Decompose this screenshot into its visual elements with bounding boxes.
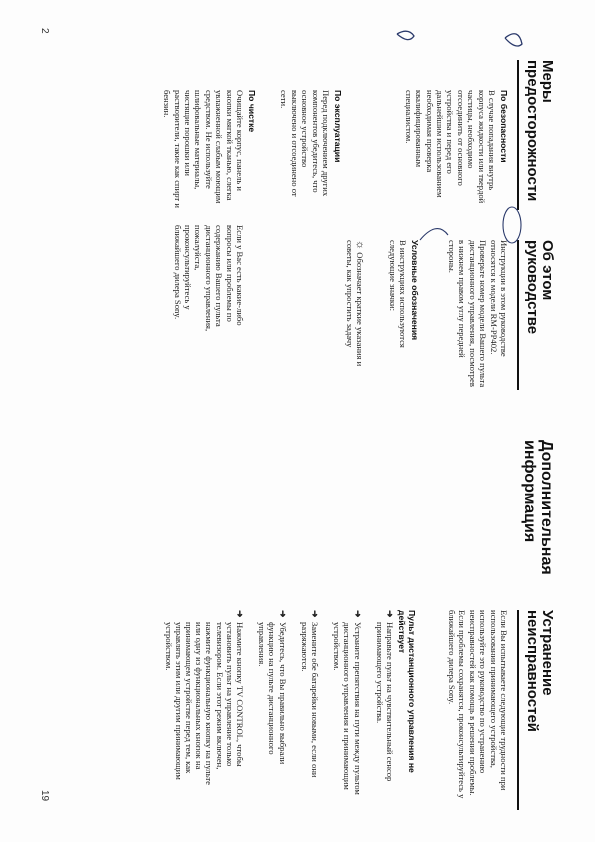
legend-heading: Условные обозначения	[410, 240, 420, 341]
troubleshoot-intro: Если Вы испытываете следующие трудности при использовании принимающего устройства, используйте это руководство по устранению неисправностей как помощь в решении проблемы. Если проблемы сохранятся, проконсультируйтесь у ближайшего дилера Sony.	[446, 610, 509, 799]
arrow-icon: ➜	[385, 610, 395, 618]
page-number-right: 19	[39, 790, 50, 802]
cleaning-heading: По чистке	[247, 90, 257, 133]
section-title: Дополнительная информация	[521, 440, 555, 575]
fix-item-text: Устраните препятствия на пути между пультом дистанционного управления и принимающим устройством.	[332, 622, 363, 795]
about-rule	[517, 240, 519, 390]
title-rule	[517, 60, 519, 210]
contact-text: Если у Вас есть какие-либо вопросы или проблемы по содержанию Вашего пульта дистанционного управления, пожалуйста, проконсультируйтесь у ближайшего дилера Sony.	[172, 225, 245, 332]
fix-item-text: Убедитесь, что Вы правильно выбрали функцию на пульте дистанционного управления.	[257, 622, 288, 765]
fix-item	[257, 610, 288, 800]
fix-item	[332, 610, 363, 800]
fix-item-text: Замените обе батарейки новыми, если они разряжаются.	[299, 622, 320, 778]
legend-text: В инструкциях используются следующие значки:	[387, 240, 408, 348]
precautions-title: Меры предосторожности	[524, 60, 556, 202]
safety-heading: По безопасности	[499, 90, 509, 163]
fix-item	[300, 610, 320, 800]
operation-text: Перед подключением других компонентов убедитесь, что основное устройство выключено и отсоединено от сети.	[279, 90, 331, 197]
fix-item	[163, 610, 245, 800]
troubleshoot-rule	[517, 610, 519, 810]
operation-heading: По эксплуатации	[333, 90, 343, 163]
arrow-icon: ➜	[310, 610, 320, 618]
legend-item	[344, 240, 365, 390]
cleaning-text: Очищайте корпус, панель и кнопки мягкой тканью, слегка увлажненной слабым моющим средством. Не используйте шлифовальные материалы, чистящие порошки или растворители, такие как спирт и бензин.	[162, 90, 245, 208]
fix-item-text: Нажмите кнопку TV CONTROL, чтобы установить пульт на управление только телевизором. Если этот режим включен, нажмите функциональную кнопку на пульте или одну из функциональных кнопок на принимающем устройстве перед тем, как управлять этим или другим принимающим устройством.	[163, 622, 245, 785]
problem-heading: Пульт дистанционного управления не действует	[397, 610, 417, 773]
page-number-left: 2	[39, 28, 50, 34]
fix-item-text: Направьте пульт на чувствительный сенсор принимающего устройства.	[374, 622, 395, 782]
hint-icon: ☼	[354, 240, 366, 251]
arrow-icon: ➜	[352, 610, 363, 618]
troubleshoot-title: Устранение неисправностей	[524, 610, 556, 733]
about-title: Об этом руководстве	[524, 240, 556, 335]
fix-item	[375, 610, 395, 800]
about-text: Инструкции в этом руководстве относятся к модели RM-PP402. Проверьте номер модели Вашего пульта дистанционного управления, посмотрев в нижнем правом углу передней стороны.	[446, 240, 509, 388]
legend-item-text: Обозначает краткие указания и советы, как упростить задачу	[344, 240, 365, 367]
arrow-icon: ➜	[277, 610, 288, 618]
safety-text: В случае попадания внутрь корпуса жидкости или твердой частицы, необходимо отсоединить от основного устройства и перед его дальнейшим использованием необходимая проверка квалифицированным специалистом.	[403, 90, 497, 204]
arrow-icon: ➜	[235, 610, 245, 618]
